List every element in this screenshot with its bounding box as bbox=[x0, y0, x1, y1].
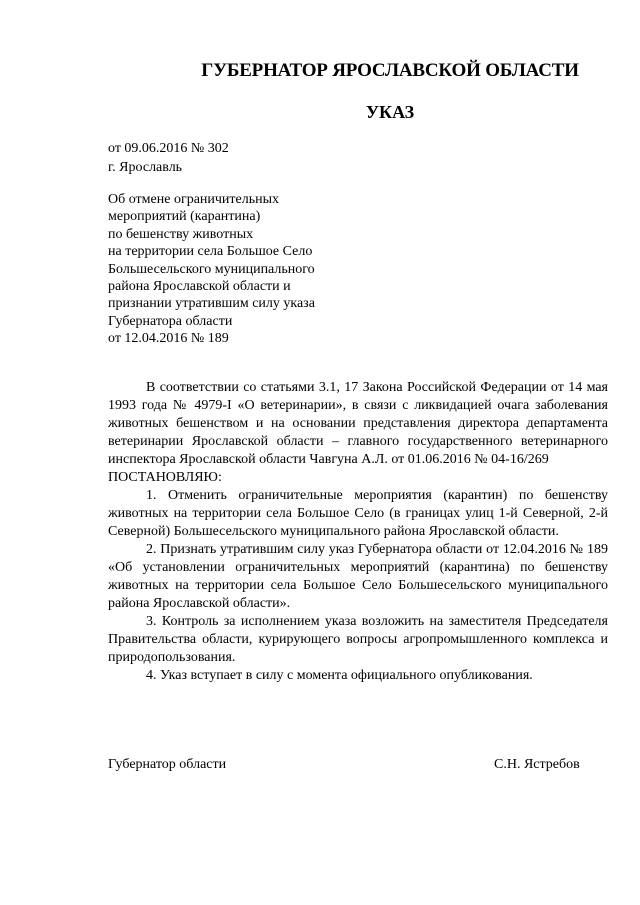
city: г. Ярославль bbox=[108, 160, 183, 175]
subject-line: Большесельского муниципального bbox=[108, 261, 315, 277]
date-number: от 09.06.2016 № 302 bbox=[108, 141, 229, 156]
subject-line: признании утратившим силу указа bbox=[108, 296, 315, 312]
signatory-name: С.Н. Ястребов bbox=[494, 757, 580, 772]
decree-item-1: 1. Отменить ограничительные мероприятия (карантин) по бешенству животных на территории села Большое Село (в границах улиц 1-й Северной, 2-й Северной) Большесельского муниципального района Ярославской области. bbox=[108, 488, 608, 539]
intro-paragraph: В соответствии со статьями 3.1, 17 Закона Российской Федерации от 14 мая 1993 года № 4979-I «О ветеринарии», в связи с ликвидацией очага заболевания животных бешенством и на основании представления директора департамента ветеринарии Ярославской области – главного государственного ветеринарного инспектора Ярославской области Чавгуна А.Л. от 01.06.2016 № 04-16/269 bbox=[108, 380, 608, 467]
subject-line: мероприятий (карантина) bbox=[108, 209, 261, 225]
document-body bbox=[108, 379, 608, 685]
document-subject bbox=[108, 191, 315, 348]
issuer-title: ГУБЕРНАТОР ЯРОСЛАВСКОЙ ОБЛАСТИ bbox=[201, 60, 579, 81]
document-type: УКАЗ bbox=[365, 102, 415, 122]
decree-item-4: 4. Указ вступает в силу с момента официального опубликования. bbox=[146, 668, 533, 683]
subject-line: Губернатора области bbox=[108, 313, 233, 329]
decree-item-2: 2. Признать утратившим силу указ Губернатора области от 12.04.2016 № 189 «Об установлении ограничительных мероприятий (карантина) по бешенству животных на территории села Большое Село Большесельского муниципального района Ярославской области». bbox=[108, 542, 608, 611]
document-meta bbox=[108, 139, 229, 177]
subject-line: района Ярославской области и bbox=[108, 278, 291, 294]
decree-word: ПОСТАНОВЛЯЮ: bbox=[108, 470, 222, 485]
subject-line: по бешенству животных bbox=[108, 226, 254, 242]
decree-item-3: 3. Контроль за исполнением указа возложить на заместителя Председателя Правительства области, курирующего вопросы агропромышленного комплекса и природопользования. bbox=[108, 614, 608, 665]
signatory-position: Губернатор области bbox=[108, 757, 227, 772]
subject-line: от 12.04.2016 № 189 bbox=[108, 331, 229, 347]
subject-line: на территории села Большое Село bbox=[108, 244, 313, 260]
subject-line: Об отмене ограничительных bbox=[108, 192, 280, 207]
